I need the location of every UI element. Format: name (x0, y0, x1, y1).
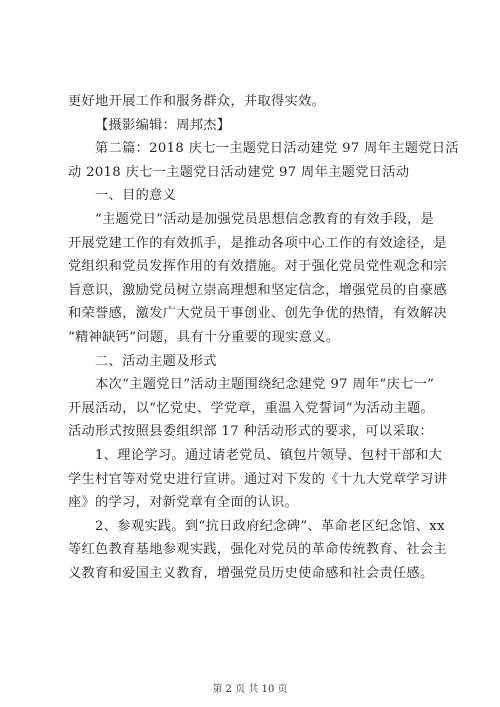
text-line: 等红色教育基地参观实践，强化对党员的革命传统教育、社会主 (68, 542, 448, 558)
heading-theme-form: 二、活动主题及形式 (95, 353, 217, 369)
editor-credit: 【摄影编辑：周邦杰】 (95, 117, 231, 133)
text-line: 本次“主题党日”活动主题围绕纪念建党 97 周年“庆七一” (95, 377, 435, 393)
text-line: 座》的学习，对新党章有全面的认识。 (68, 495, 299, 511)
text-line: 和荣誉感，激发广大党员干事创业、创先争优的热情，有效解决 (68, 306, 448, 322)
text-line: 开展党建工作的有效抓手，是推动各项中心工作的有效途径，是 (68, 235, 448, 251)
section-title-line: 动 2018 庆七一主题党日活动建党 97 周年主题党日活动 (68, 164, 410, 180)
text-line: 活动形式按照县委组织部 17 种活动形式的要求，可以采取： (68, 424, 433, 440)
text-line: 1、理论学习。通过请老党员、镇包片领导、包村干部和大 (95, 447, 443, 463)
document-body (68, 90, 459, 585)
text-line: 2、参观实践。到“抗日政府纪念碑”、革命老区纪念馆、xx (95, 518, 445, 534)
text-line: 学生村官等对党史进行宣讲。通过对下发的《十九大党章学习讲 (68, 471, 448, 487)
section-title-line: 第二篇：2018 庆七一主题党日活动建党 97 周年主题党日活 (95, 141, 459, 157)
text-line: 更好地开展工作和服务群众，并取得实效。 (68, 94, 326, 109)
text-line: 党组织和党员发挥作用的有效措施。对于强化党员党性观念和宗 (68, 259, 448, 275)
text-line: 义教育和爱国主义教育，增强党员历史使命感和社会责任感。 (68, 565, 434, 581)
text-line: 旨意识，激励党员树立崇高理想和坚定信念，增强党员的自豪感 (68, 282, 448, 298)
text-line: “主题党日”活动是加强党员思想信念教育的有效手段，是 (95, 211, 435, 227)
page-number-footer: 第 2 页 共 10 页 (212, 684, 288, 695)
heading-purpose: 一、目的意义 (95, 188, 177, 204)
text-line: 开展活动，以“忆党史、学党章，重温入党誓词”为活动主题。 (68, 400, 435, 416)
text-line: “精神缺钙”问题，具有十分重要的现实意义。 (68, 329, 340, 345)
